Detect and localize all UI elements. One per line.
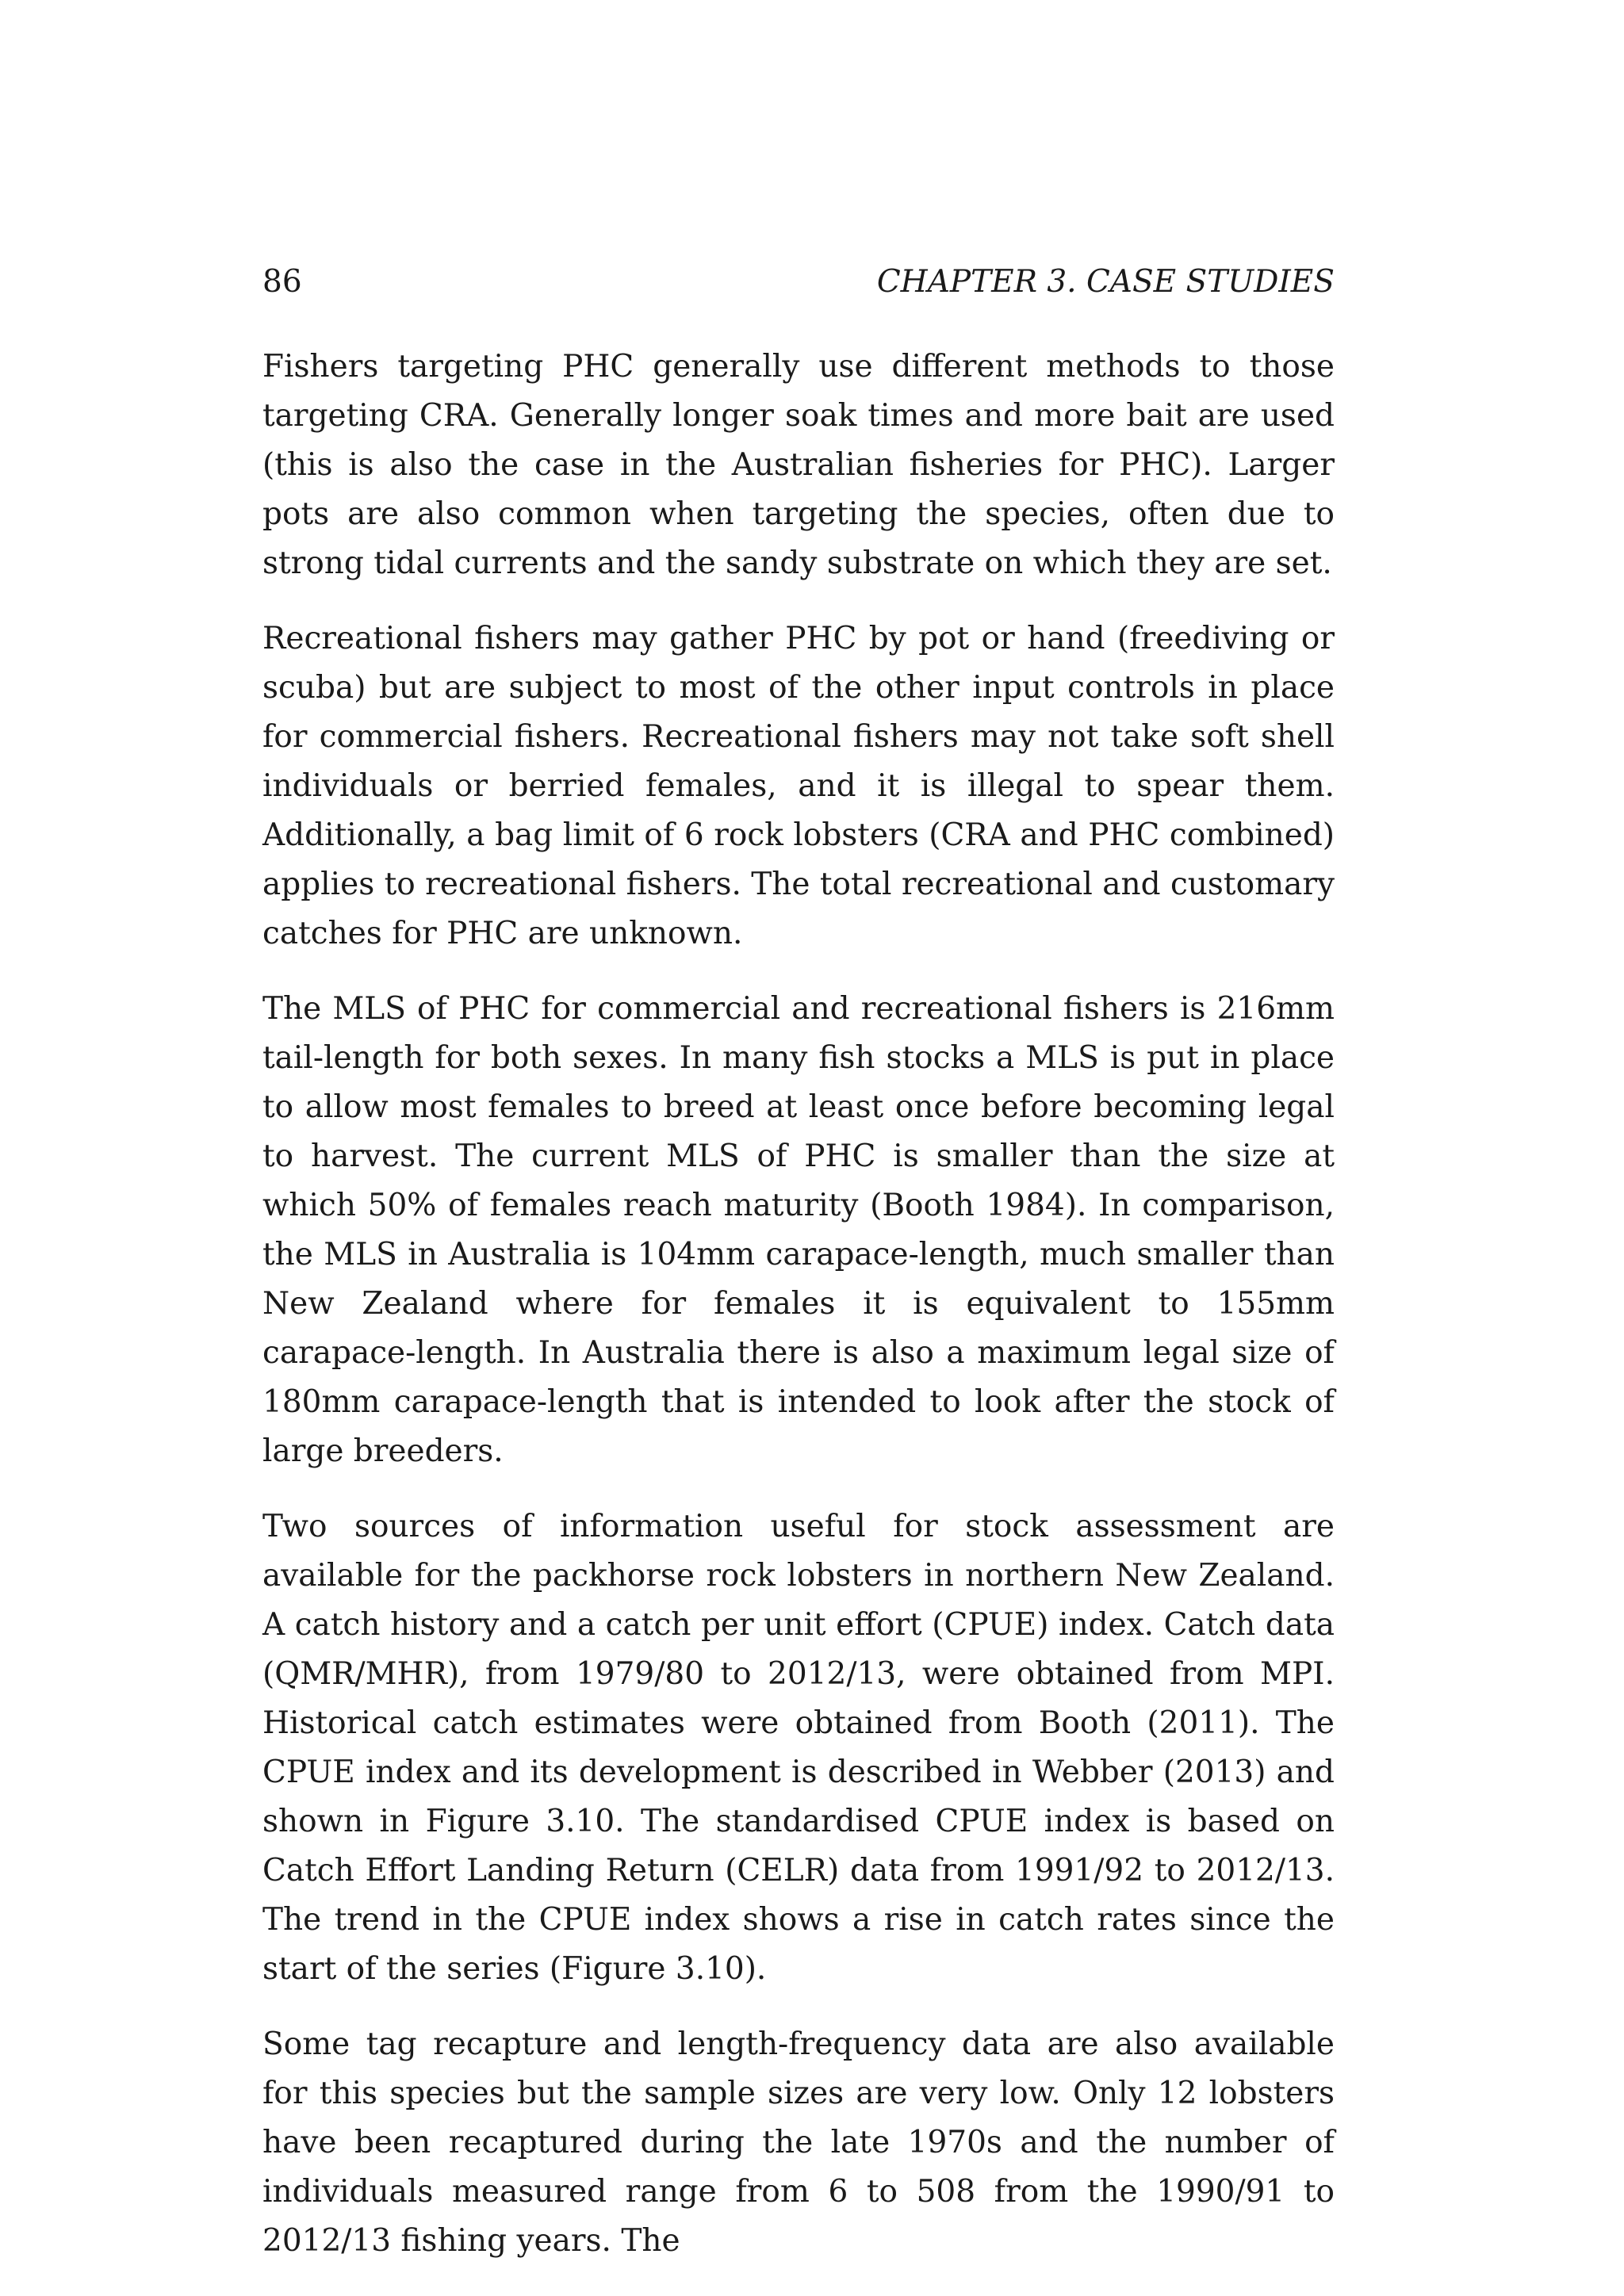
paragraph-tag-recapture: Some tag recapture and length-frequency data are also available for this species but the sample sizes are very low. Only 12 lobsters have been recaptured during the late 1970s and the number of individuals measured range from 6 to 508 from the 1990/91 to 2012/13 fishing years. The [262,2026,1335,2259]
paragraph-recreational-fishers: Recreational fishers may gather PHC by pot or hand (freediving or scuba) but are subject to most of the other input controls in place for commercial fishers. Recreational fishers may not take soft shell individuals or berried females, and it is illegal to spear them. Additionally, a bag limit of 6 rock lobsters (CRA and PHC combined) applies to recreational fishers. The total recreational and customary catches for PHC are unknown. [262,621,1335,951]
paragraph-information-sources: Two sources of information useful for stock assessment are available for the packhorse rock lobsters in northern New Zealand. A catch history and a catch per unit effort (CPUE) index. Catch data (QMR/MHR), from 1979/80 to 2012/13, were obtained from MPI. Historical catch estimates were obtained from Booth (2011). The CPUE index and its development is described in Webber (2013) and shown in Figure 3.10. The standardised CPUE index is based on Catch Effort Landing Return (CELR) data from 1991/92 to 2012/13. The trend in the CPUE index shows a rise in catch rates since the start of the series (Figure 3.10). [262,1509,1335,1987]
paragraph-fishing-methods: Fishers targeting PHC generally use different methods to those targeting CRA. Generally longer soak times and more bait are used (this is also the case in the Australian fisheries for PHC). Larger pots are also common when targeting the species, often due to strong tidal currents and the sandy substrate on which they are set. [262,349,1335,581]
chapter-title: CHAPTER 3. CASE STUDIES [876,264,1335,300]
paragraph-minimum-legal-size: The MLS of PHC for commercial and recreational fishers is 216mm tail-length for both sexes. In many fish stocks a MLS is put in place to allow most females to breed at least once before becoming legal to harvest. The current MLS of PHC is smaller than the size at which 50% of females reach maturity (Booth 1984). In comparison, the MLS in Australia is 104mm carapace-length, much smaller than New Zealand where for females it is equivalent to 155mm carapace-length. In Australia there is also a maximum legal size of 180mm carapace-length that is intended to look after the stock of large breeders. [262,991,1335,1469]
page-number: 86 [262,264,302,300]
body-text [262,342,1335,2292]
running-head [262,260,1335,304]
